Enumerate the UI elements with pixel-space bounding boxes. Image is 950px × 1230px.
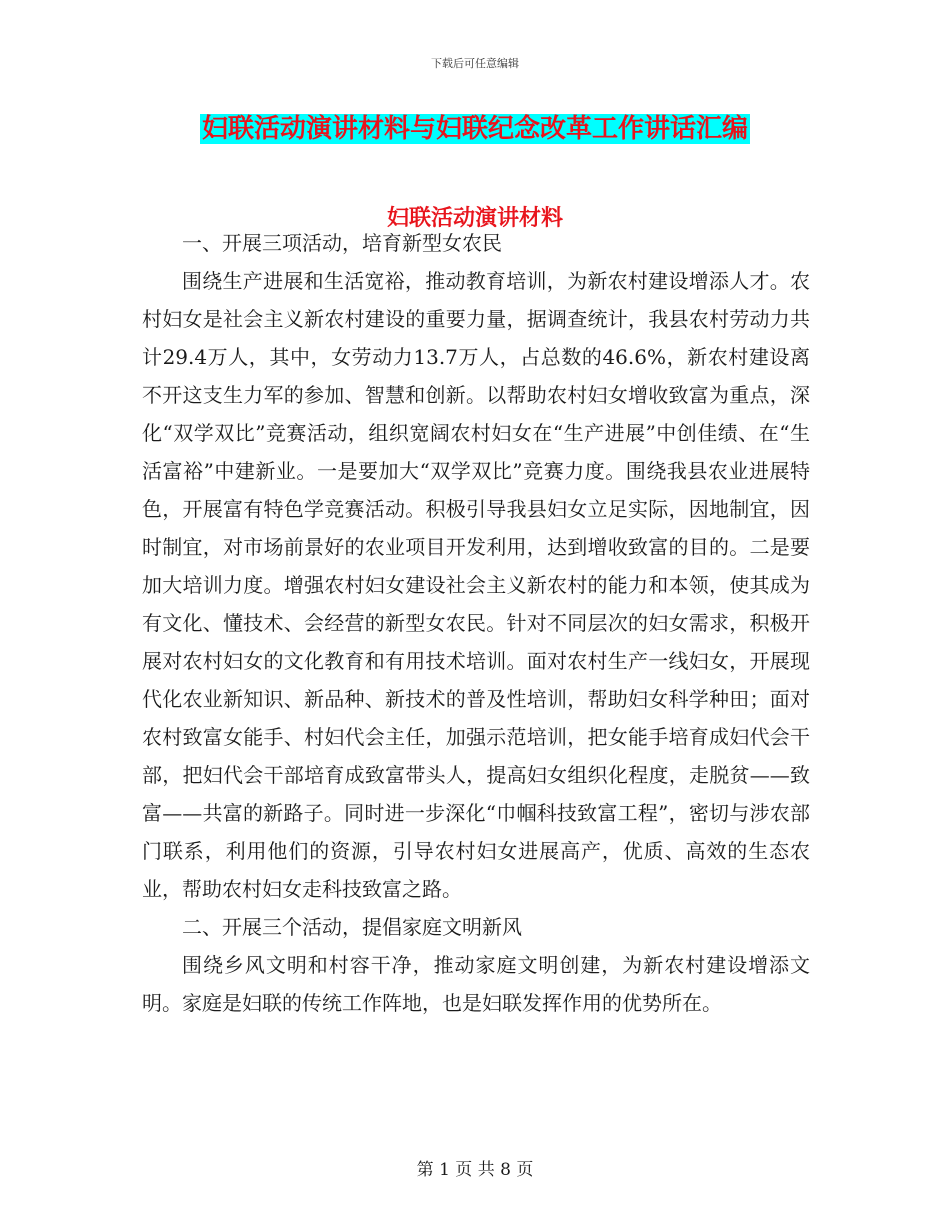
paragraph-1: 围绕生产进展和生活宽裕，推动教育培训，为新农村建设增添人才。农村妇女是社会主义新农村建设的重要力量，据调查统计，我县农村劳动力共计29.4万人，其中，女劳动力13.7万人，占总数的46.6%，新农村建设离不开这支生力军的参加、智慧和创新。以帮助农村妇女增收致富为重点，深化“双学双比”竞赛活动，组织宽阔农村妇女在“生产进展”中创佳绩、在“生活富裕”中建新业。一是要加大“双学双比”竞赛力度。围绕我县农业进展特色，开展富有特色学竞赛活动。积极引导我县妇女立足实际，因地制宜，因时制宜，对市场前景好的农业项目开发利用，达到增收致富的目的。二是要加大培训力度。增强农村妇女建设社会主义新农村的能力和本领，使其成为有文化、懂技术、会经营的新型女农民。针对不同层次的妇女需求，积极开展对农村妇女的文化教育和有用技术培训。面对农村生产一线妇女，开展现代化农业新知识、新品种、新技术的普及性培训，帮助妇女科学种田；面对农村致富女能手、村妇代会主任，加强示范培训，把女能手培育成妇代会干部，把妇代会干部培育成致富带头人，提高妇女组织化程度，走脱贫——致富——共富的新路子。同时进一步深化“巾帼科技致富工程”，密切与涉农部门联系，利用他们的资源，引导农村妇女进展高产，优质、高效的生态农业，帮助农村妇女走科技致富之路。 (142, 269, 810, 901)
body-text (142, 224, 810, 1022)
paragraph-heading-1: 一、开展三项活动，培育新型女农民 (182, 231, 502, 255)
page-number-footer: 第 1 页 共 8 页 (416, 1160, 534, 1180)
section-title: 妇联活动演讲材料 (386, 206, 563, 231)
paragraph-2: 围绕乡风文明和村容干净，推动家庭文明创建，为新农村建设增添文明。家庭是妇联的传统工作阵地，也是妇联发挥作用的优势所在。 (142, 953, 810, 1015)
header-note: 下载后可任意编辑 (431, 57, 519, 70)
document-title-container (0, 114, 950, 144)
document-title: 妇联活动演讲材料与妇联纪念改革工作讲话汇编 (201, 114, 748, 144)
paragraph-heading-2: 二、开展三个活动，提倡家庭文明新风 (182, 915, 522, 939)
